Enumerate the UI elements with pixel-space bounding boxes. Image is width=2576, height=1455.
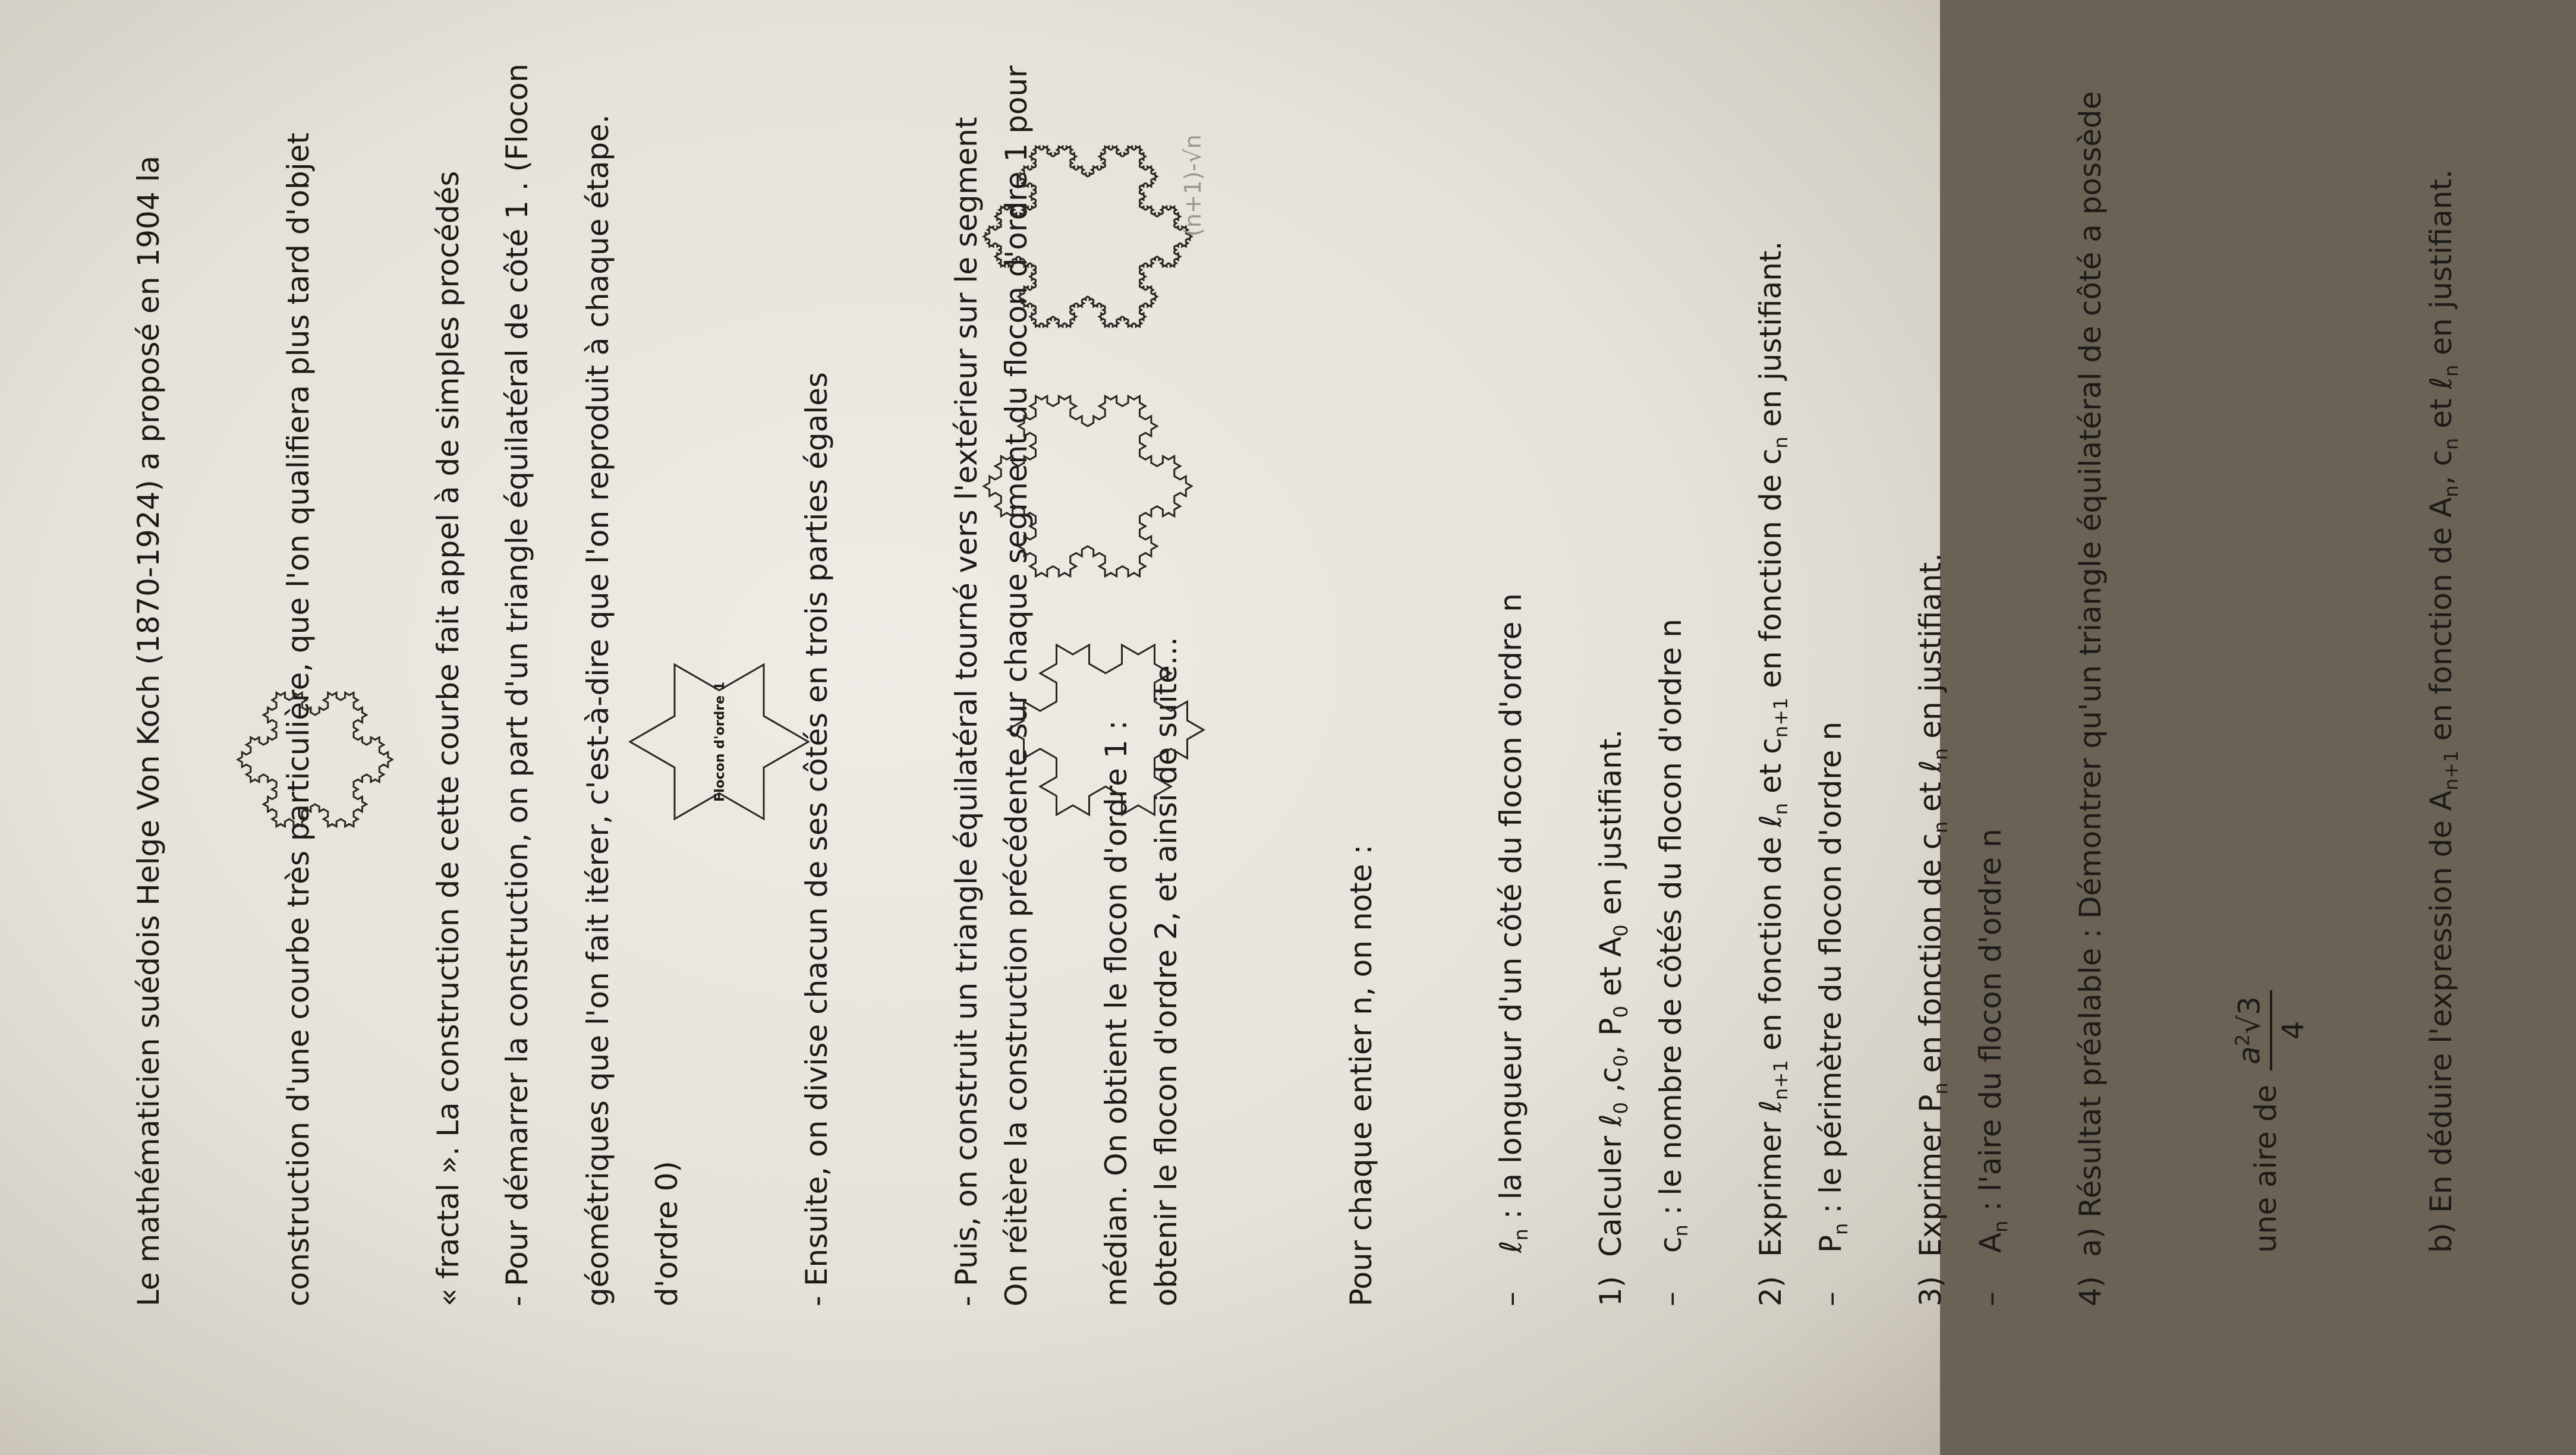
notation-item-length: –ℓ$_n$ : la longueur d'un côté du flocon d'ordre n <box>1494 593 1532 1306</box>
question-2: 2) Exprimer ℓ$_{n+1}$ en fonction de ℓ$_n$ et $c_{n+1}$ en fonction de $c_n$ en justifiant. <box>1753 241 1792 1306</box>
notation-intro: Pour chaque entier n, on note : <box>1344 844 1378 1306</box>
intro-line-4: géométriques que l'on fait itérer, c'est-à-dire que l'on reproduit à chaque étape. <box>581 114 615 1306</box>
question-1: 1) Calculer ℓ$_0$ $,c_0$, $P_0$ et $A_0$ en justifiant. <box>1594 729 1632 1306</box>
flocon-ordre-1-figure <box>624 647 814 837</box>
construction-line-5: médian. On obtient le flocon d'ordre 1 : <box>1099 720 1133 1306</box>
construction-line-1: - Pour démarrer la construction, on part d'un triangle équilatéral de côté 1 . (Flocon <box>500 63 534 1306</box>
question-4b: b) En déduire l'expression de $A_{n+1}$ en fonction de $A_n$, $c_n$ et ℓ$_n$ en justifiant. <box>2424 169 2462 1253</box>
pencil-annotation <box>1165 58 1236 237</box>
intro-line-1: Le mathématicien suédois Helge Von Koch (1870-1924) a proposé en 1904 la <box>131 155 166 1306</box>
iteration-line-1: On réitère la construction précédente sur chaque segment du flocon d'ordre 1 pour <box>999 65 1034 1306</box>
koch-snowflake-order-3 <box>975 373 1201 599</box>
koch-snowflake-order-2 <box>999 623 1213 837</box>
intro-line-2: construction d'une courbe très particulière, que l'on qualifiera plus tard d'objet <box>281 133 316 1306</box>
question-4a: 4) a) Résultat préalable : Démontrer qu'un triangle équilatéral de côté a possède <box>2073 91 2108 1306</box>
iteration-line-2: obtenir le flocon d'ordre 2, et ainsi de suite... <box>1149 637 1183 1306</box>
question-3: 3) Exprimer $P_n$ en fonction de $c_n$ et ℓ$_n$ en justifiant. <box>1913 552 1952 1306</box>
area-fraction: $a^2√3$ 4 <box>2222 990 2314 1070</box>
pencil-note: (n+1)-√n <box>1180 134 1206 237</box>
notation-item-count: $-c_n$ : le nombre de côtés du flocon d'ordre n <box>1654 619 1692 1306</box>
intro-line-3: « fractal ». La construction de cette courbe fait appel à de simples procédés <box>431 171 465 1306</box>
notation-item-perimeter: $-P_n$ : le périmètre du flocon d'ordre n <box>1813 721 1852 1306</box>
questions-section <box>1486 91 2576 1306</box>
flocon-ordre-1-label: Flocon d'ordre 1 <box>713 681 728 802</box>
construction-line-4: - Puis, on construit un triangle équilatéral tourné vers l'extérieur sur le segment <box>949 116 984 1306</box>
construction-line-2: d'ordre 0) <box>650 1161 684 1306</box>
question-4a-area: une aire de $a^2√3$ 4 <box>2215 91 2316 1306</box>
notation-item-area: $-A_n$ : l'aire du flocon d'ordre n <box>1973 829 2012 1306</box>
construction-line-3: - Ensuite, on divise chacun de ses côtés en trois parties égales <box>799 372 834 1306</box>
koch-snowflake-small <box>214 659 416 861</box>
